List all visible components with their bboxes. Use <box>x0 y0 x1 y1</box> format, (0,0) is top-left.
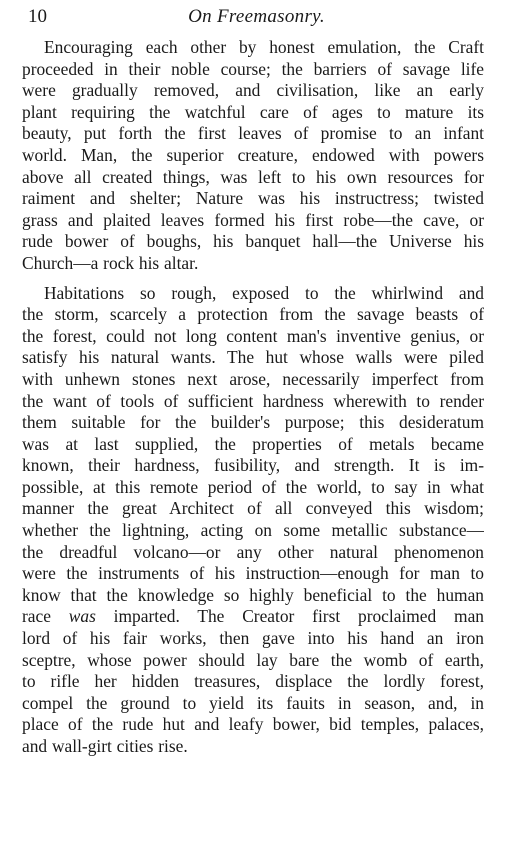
page-number: 10 <box>28 6 47 27</box>
text-line: sceptre, whose power should lay bare the womb of earth, <box>22 649 484 670</box>
paragraph-1 <box>22 37 484 275</box>
text-line: them suitable for the builder's purpose; this desideratum <box>22 412 484 433</box>
text-line: place of the rude hut and leafy bower, bid temples, palaces, <box>22 714 484 735</box>
text-line: known, their hardness, fusibility, and strength. It is im- <box>22 455 484 476</box>
paragraph-2 <box>22 283 484 758</box>
text-line: whether the lightning, acting on some metallic substance— <box>22 520 484 541</box>
text-line: and wall-girt cities rise. <box>22 736 188 756</box>
text-line: above all created things, was left to his own resources for <box>22 166 484 187</box>
text-line: proceeded in their noble course; the barriers of savage life <box>22 58 484 79</box>
text-line: world. Man, the superior creature, endowed with powers <box>22 144 484 165</box>
text-segment: race <box>22 606 51 627</box>
text-line: were the instruments of his instruction—enough for man to <box>22 563 484 584</box>
text-line: the storm, scarcely a protection from the savage beasts of <box>22 304 484 325</box>
text-line: the forest, could not long content man's inventive genius, or <box>22 325 484 346</box>
text-line: lord of his fair works, then gave into his hand an iron <box>22 628 484 649</box>
text-line: was at last supplied, the properties of metals became <box>22 433 484 454</box>
text-line: manner the great Architect of all conveyed this wisdom; <box>22 498 484 519</box>
text-line: raiment and shelter; Nature was his instructress; twisted <box>22 188 484 209</box>
text-line-mixed <box>22 606 484 628</box>
text-line: to rifle her hidden treasures, displace the lordly forest, <box>22 671 484 692</box>
text-line: beauty, put forth the first leaves of promise to an infant <box>22 123 484 144</box>
running-title: On Freemasonry. <box>188 6 325 27</box>
text-line: possible, at this remote period of the world, to say in what <box>22 476 484 497</box>
body-text <box>22 37 484 758</box>
text-line: Church—a rock his altar. <box>22 252 199 273</box>
italic-emphasis: was <box>68 606 96 627</box>
text-line: know that the knowledge so highly beneficial to the human <box>22 584 484 605</box>
text-line: the dreadful volcano—or any other natural phenomenon <box>22 541 484 562</box>
text-segment: imparted. The Creator first proclaimed man <box>113 606 484 627</box>
text-line: the want of tools of sufficient hardness wherewith to render <box>22 390 484 411</box>
text-line: rude bower of boughs, his banquet hall—the Universe his <box>22 231 484 252</box>
text-line: satisfy his natural wants. The hut whose walls were piled <box>22 347 484 368</box>
text-line: compel the ground to yield its fauits in season, and, in <box>22 692 484 713</box>
text-line: with unhewn stones next arose, necessarily imperfect from <box>22 368 484 389</box>
text-line: Encouraging each other by honest emulation, the Craft <box>44 37 484 57</box>
text-line: plant requiring the watchful care of ages to mature its <box>22 101 484 122</box>
text-line: Habitations so rough, exposed to the whirlwind and <box>44 282 484 303</box>
text-line: grass and plaited leaves formed his first robe—the cave, or <box>22 209 484 230</box>
page-header <box>22 6 491 30</box>
text-line: were gradually removed, and civilisation, like an early <box>22 80 484 101</box>
